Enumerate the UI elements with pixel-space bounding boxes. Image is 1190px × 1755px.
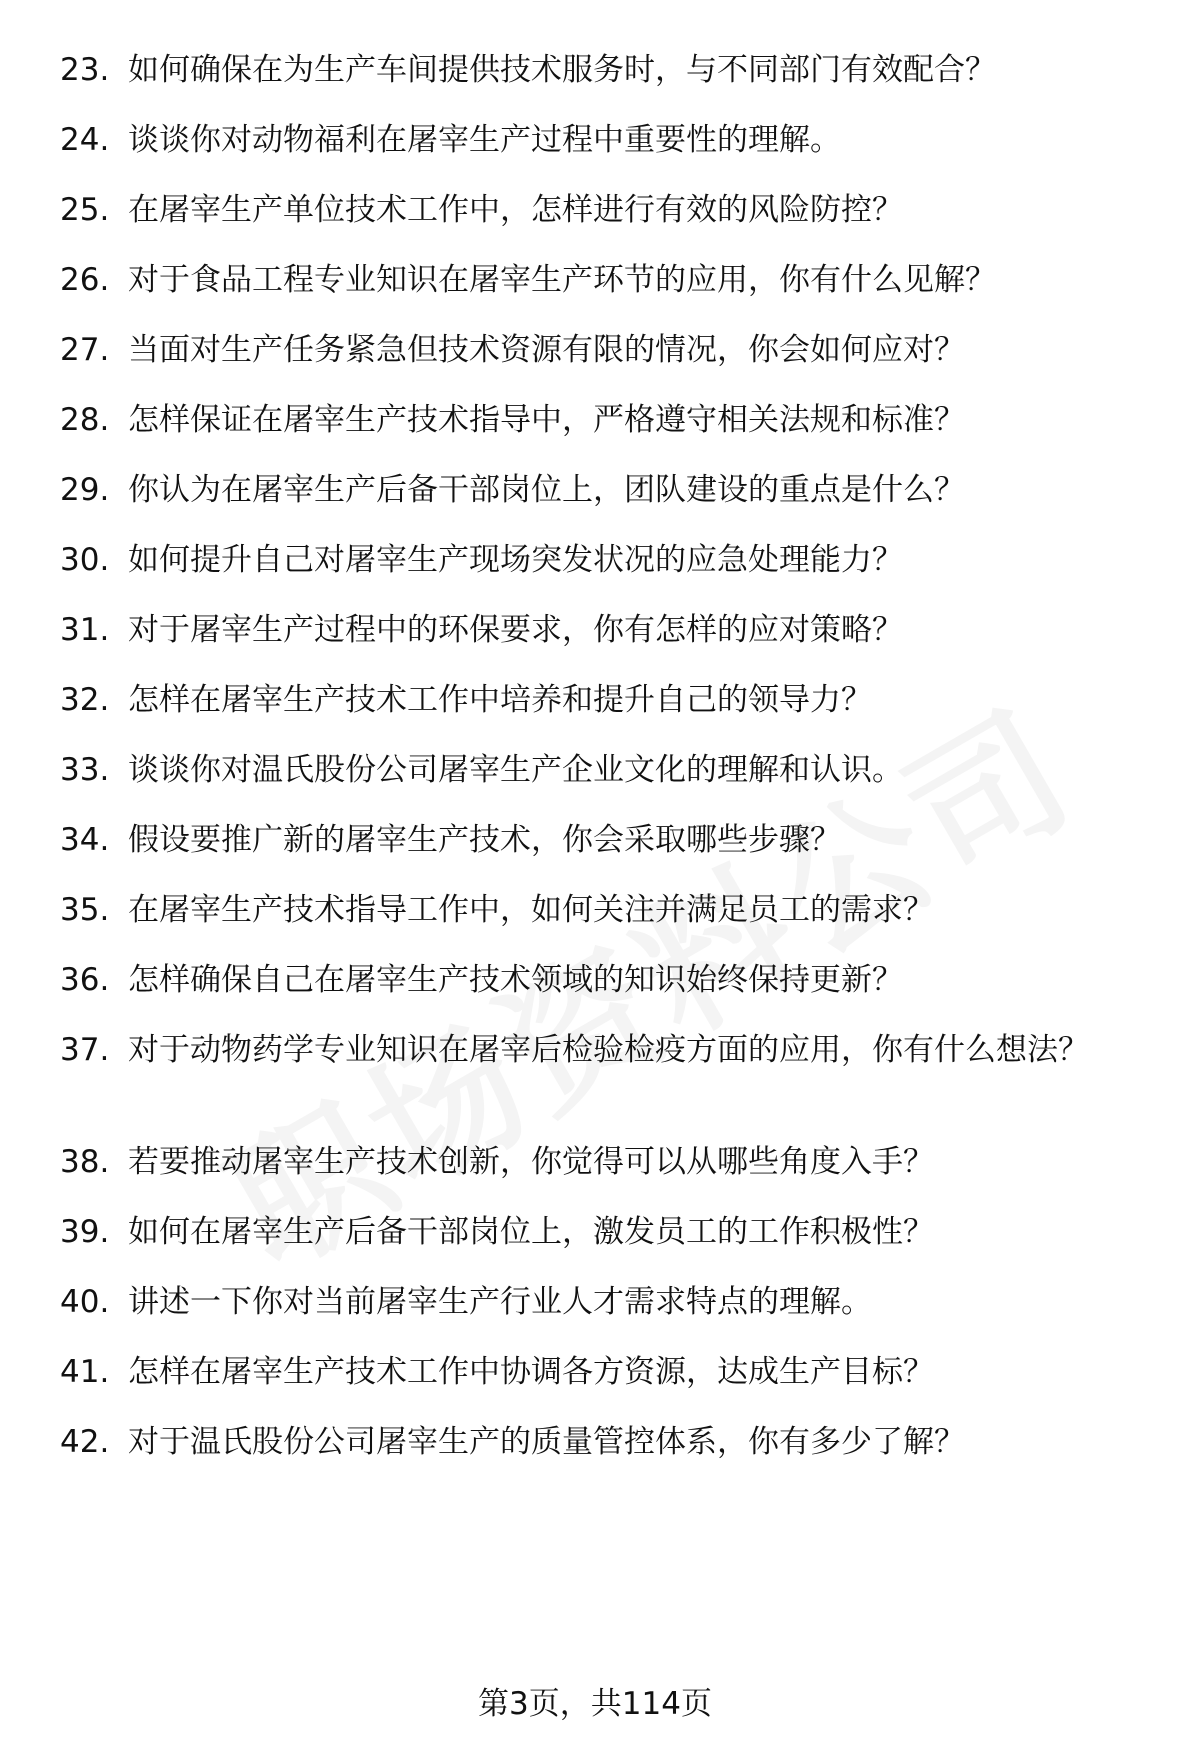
question-text: 对于动物药学专业知识在屠宰后检验检疫方面的应用，你有什么想法？ [128,1032,1089,1068]
list-item [60,1280,1150,1324]
list-item [60,328,1150,372]
list-item [60,468,1150,512]
question-number: 37. [60,1032,110,1068]
question-text: 怎样确保自己在屠宰生产技术领域的知识始终保持更新？ [128,962,903,998]
list-item [60,258,1150,302]
list-item [60,818,1150,862]
list-item [60,748,1150,792]
question-number: 25. [60,192,110,228]
question-text: 你认为在屠宰生产后备干部岗位上，团队建设的重点是什么？ [128,472,965,508]
question-text: 如何确保在为生产车间提供技术服务时，与不同部门有效配合？ [128,52,996,88]
question-number: 34. [60,822,110,858]
question-text: 若要推动屠宰生产技术创新，你觉得可以从哪些角度入手？ [128,1144,934,1180]
question-number: 42. [60,1424,110,1460]
question-text: 对于温氏股份公司屠宰生产的质量管控体系，你有多少了解？ [128,1424,965,1460]
question-text: 怎样在屠宰生产技术工作中协调各方资源，达成生产目标？ [128,1354,934,1390]
question-number: 39. [60,1214,110,1250]
question-text: 当面对生产任务紧急但技术资源有限的情况，你会如何应对？ [128,332,965,368]
question-number: 40. [60,1284,110,1320]
question-number: 26. [60,262,110,298]
question-text: 谈谈你对温氏股份公司屠宰生产企业文化的理解和认识。 [128,752,903,788]
question-number: 35. [60,892,110,928]
question-number: 36. [60,962,110,998]
question-number: 33. [60,752,110,788]
list-item [60,188,1150,232]
list-item [60,888,1150,932]
question-number: 28. [60,402,110,438]
question-number: 32. [60,682,110,718]
question-text: 假设要推广新的屠宰生产技术，你会采取哪些步骤？ [128,822,841,858]
list-item [60,118,1150,162]
question-number: 30. [60,542,110,578]
question-number: 27. [60,332,110,368]
question-number: 23. [60,52,110,88]
list-item [60,1350,1150,1394]
list-item [60,958,1150,1002]
question-text: 讲述一下你对当前屠宰生产行业人才需求特点的理解。 [128,1284,872,1320]
question-text: 怎样在屠宰生产技术工作中培养和提升自己的领导力？ [128,682,872,718]
question-number: 24. [60,122,110,158]
question-number: 41. [60,1354,110,1390]
question-text: 谈谈你对动物福利在屠宰生产过程中重要性的理解。 [128,122,841,158]
question-number: 29. [60,472,110,508]
list-item [60,1210,1150,1254]
list-item [60,678,1150,722]
list-item [60,1028,1150,1072]
question-number: 38. [60,1144,110,1180]
page-number-label: 第3页，共114页 [478,1686,712,1722]
question-text: 对于屠宰生产过程中的环保要求，你有怎样的应对策略？ [128,612,903,648]
list-item [60,538,1150,582]
list-item [60,1140,1150,1184]
question-text: 怎样保证在屠宰生产技术指导中，严格遵守相关法规和标准？ [128,402,965,438]
list-item [60,1420,1150,1464]
question-text: 在屠宰生产单位技术工作中，怎样进行有效的风险防控？ [128,192,903,228]
list-item [60,398,1150,442]
page-footer [0,1682,1190,1726]
question-text: 对于食品工程专业知识在屠宰生产环节的应用，你有什么见解？ [128,262,996,298]
question-number: 31. [60,612,110,648]
question-text: 在屠宰生产技术指导工作中，如何关注并满足员工的需求？ [128,892,934,928]
list-item [60,48,1150,92]
list-item [60,608,1150,652]
question-text: 如何在屠宰生产后备干部岗位上，激发员工的工作积极性？ [128,1214,934,1250]
question-text: 如何提升自己对屠宰生产现场突发状况的应急处理能力？ [128,542,903,578]
